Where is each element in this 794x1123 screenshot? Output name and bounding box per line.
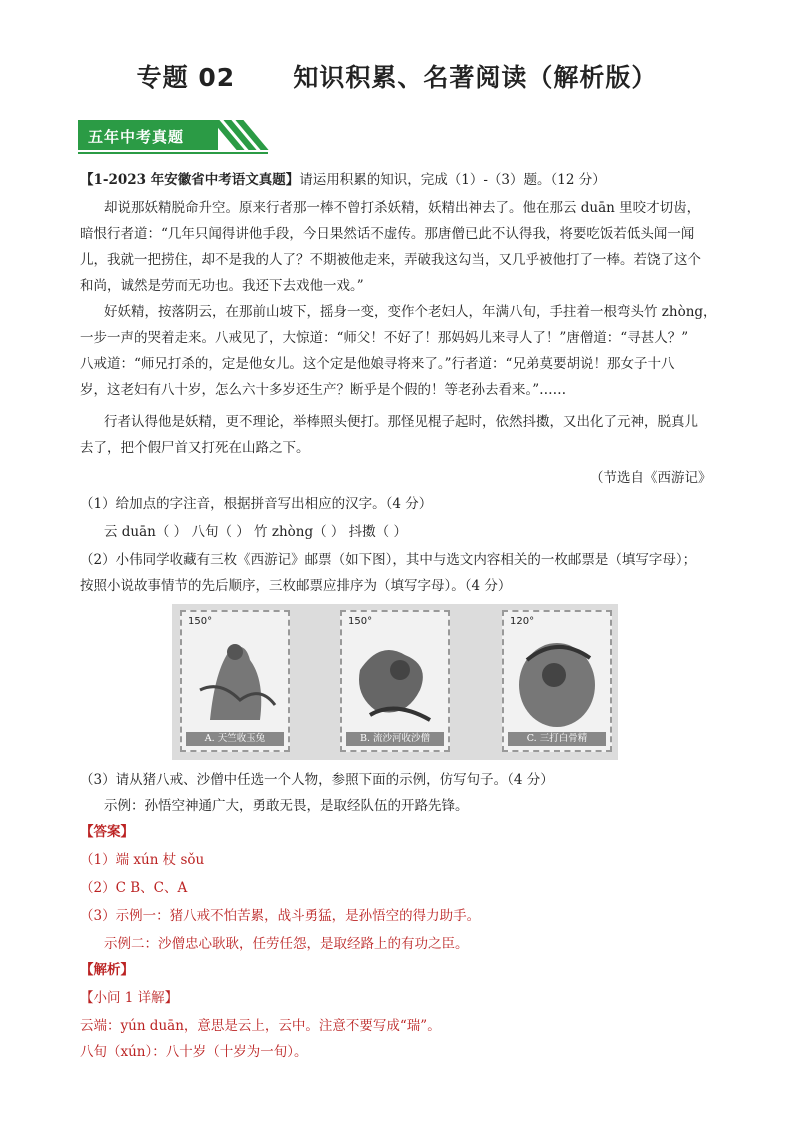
passage-line: 八戒道：“师兄打杀的，定是他女儿。这个定是他娘寻将来了。”行者道：“兄弟莫要胡说！那女子十八 xyxy=(80,356,675,372)
subquestion-1: （1）给加点的字注音，根据拼音写出相应的汉字。（4 分） xyxy=(80,496,433,512)
banner-underline xyxy=(78,152,268,154)
subquestion-2: （2）小伟同学收藏有三枚《西游记》邮票（如下图），其中与选文内容相关的一枚邮票是（填写字母）； xyxy=(80,552,697,568)
analysis-sub-1: 【小问 1 详解】 xyxy=(80,990,179,1006)
stamp-value: 150° xyxy=(348,616,373,627)
passage-line: 岁，这老妇有八十岁，怎么六十多岁还生产？断乎是个假的！等老孙去看来。”…… xyxy=(80,382,567,398)
stamp-a xyxy=(180,610,290,752)
analysis-line: 八旬（xún）：八十岁（十岁为一旬）。 xyxy=(80,1044,308,1060)
passage-line: 和尚，诚然是劳而无功也。我还下去戏他一戏。” xyxy=(80,278,364,294)
banner-text: 五年中考真题 xyxy=(88,128,185,146)
passage-source: （节选自《西游记》 xyxy=(590,470,712,486)
question-intro: 请运用积累的知识，完成（1）-（3）题。（12 分） xyxy=(299,172,606,188)
passage-line: 儿，我就一把捞住，却不是我的人了？不期被他走来，弄破我这勾当，又几乎被他打了一棒。若饶了这个 xyxy=(80,252,701,268)
stamp-illustration xyxy=(350,630,440,730)
analysis-label: 【解析】 xyxy=(80,962,134,978)
stamp-illustration xyxy=(190,630,280,730)
page-title: 专题 02 知识积累、名著阅读（解析版） xyxy=(136,63,658,92)
answer-3-example-2: 示例二：沙僧忠心耿耿，任劳任怨，是取经路上的有功之臣。 xyxy=(104,936,469,952)
passage-line: 去了，把个假尸首又打死在山路之下。 xyxy=(80,440,310,456)
passage-line: 却说那妖精脱命升空。原来行者那一棒不曾打杀妖精，妖精出神去了。他在那云 duān 里咬才切齿， xyxy=(104,200,701,216)
stamp-caption: A. 天竺收玉兔 xyxy=(186,732,284,746)
stamp-caption: C. 三打白骨精 xyxy=(508,732,606,746)
passage-line: 好妖精，按落阴云，在那前山坡下，摇身一变，变作个老妇人，年满八旬，手拄着一根弯头竹 zhòng， xyxy=(104,304,717,320)
subquestion-1-items: 云 duān（ ） 八旬（ ） 竹 zhòng（ ） 抖擞（ ） xyxy=(104,524,407,540)
passage-line: 暗恨行者道：“几年只闻得讲他手段，今日果然话不虚传。那唐僧已此不认得我，将要吃饭若低头闻一闻 xyxy=(80,226,695,242)
answer-1: （1）端 xún 杖 sǒu xyxy=(80,852,205,868)
stamp-c xyxy=(502,610,612,752)
stamp-illustration xyxy=(512,630,602,730)
answer-2: （2）C B、C、A xyxy=(80,880,188,896)
stamp-value: 150° xyxy=(188,616,213,627)
section-banner xyxy=(78,120,268,154)
answer-label: 【答案】 xyxy=(80,824,134,840)
subquestion-3: （3）请从猪八戒、沙僧中任选一个人物，参照下面的示例，仿写句子。（4 分） xyxy=(80,772,554,788)
stamps-image xyxy=(172,604,618,760)
stamp-b xyxy=(340,610,450,752)
subquestion-2-cont: 按照小说故事情节的先后顺序，三枚邮票应排序为（填写字母）。（4 分） xyxy=(80,578,512,594)
answer-3-example-1: （3）示例一：猪八戒不怕苦累，战斗勇猛，是孙悟空的得力助手。 xyxy=(80,908,481,924)
question-source-tag: 【1-2023 年安徽省中考语文真题】 xyxy=(80,172,300,188)
stamp-caption: B. 流沙河收沙僧 xyxy=(346,732,444,746)
passage-line: 一步一声的哭着走来。八戒见了，大惊道：“师父！不好了！那妈妈儿来寻人了！”唐僧道：“寻甚人？” xyxy=(80,330,689,346)
analysis-line: 云端：yún duān，意思是云上，云中。注意不要写成“瑞”。 xyxy=(80,1018,441,1034)
passage-line: 行者认得他是妖精，更不理论，举棒照头便打。那怪见棍子起时，依然抖擞，又出化了元神，脱真儿 xyxy=(104,414,698,430)
question-header xyxy=(80,170,730,190)
subquestion-3-example: 示例：孙悟空神通广大，勇敢无畏，是取经队伍的开路先锋。 xyxy=(104,798,469,814)
stamp-value: 120° xyxy=(510,616,535,627)
